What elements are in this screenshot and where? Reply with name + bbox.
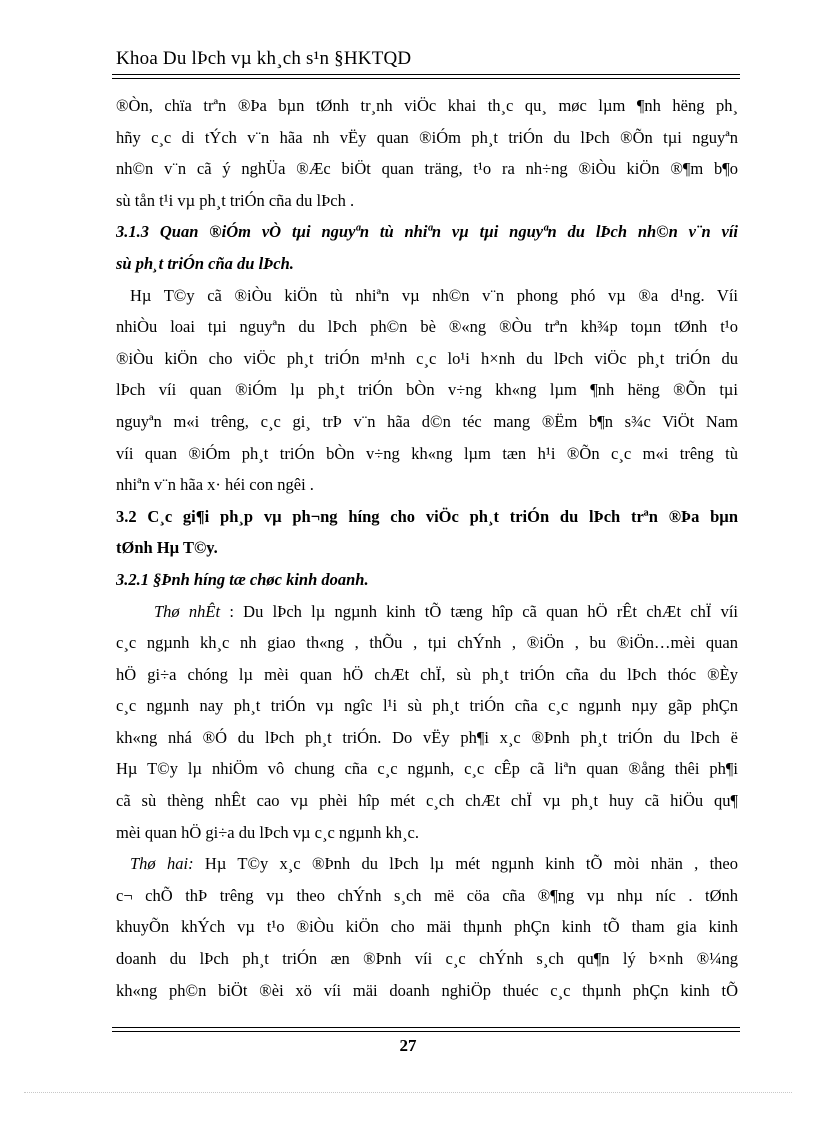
text-line: mèi quan hÖ gi÷a du lÞch vµ c¸c ngµnh kh¸c.: [116, 822, 420, 842]
text-line: tØnh Hµ T©y.: [116, 538, 218, 558]
text-line: lÞch víi quan ®iÓm lµ ph¸t triÓn bÒn v÷ng kh«ng lµm ¶nh hëng ®Õn tµi: [116, 380, 738, 400]
text-line: 3.2 C¸c gi¶i ph¸p vµ ph¬ng híng cho viÖc ph¸t triÓn du lÞch trªn ®Þa bµn: [116, 506, 738, 526]
footer-rule-bottom: [112, 1031, 740, 1032]
text-line: hÖ gi÷a chóng lµ mèi quan hÖ chÆt chÏ, sù ph¸t triÓn cña du lÞch thóc ®Èy: [116, 664, 738, 684]
text-line: nhiÒu loai tµi nguyªn du lÞch ph©n bè ®«ng ®Òu trªn kh¾p toµn tØnh t¹o: [116, 317, 738, 337]
text-line: 3.1.3 Quan ®iÓm vÒ tµi nguyªn tù nhiªn vµ tµi nguyªn du lÞch nh©n v¨n víi: [116, 222, 738, 242]
text-line: 3.2.1 §Þnh híng tæ chøc kinh doanh.: [116, 569, 369, 589]
page-number: 27: [399, 1036, 417, 1055]
paragraph-lead-rest: Hµ T©y x¸c ®Þnh du lÞch lµ mét ngµnh kinh tÕ mòi nhän , theo: [193, 854, 738, 874]
paragraph-lead-label: Thø nhÊt: [154, 601, 221, 621]
text-line: c¬ chÕ thÞ trêng vµ theo chÝnh s¸ch më cöa cña ®¶ng vµ nhµ níc . tØnh: [116, 885, 738, 905]
text-line: doanh du lÞch ph¸t triÓn æn ®Þnh víi c¸c chÝnh s¸ch qu¶n lý b×nh ®¼ng: [116, 949, 738, 969]
footer-rule-top: [112, 1027, 740, 1028]
paragraph-lead-label: Thø hai:: [130, 854, 194, 874]
text-line: cã sù thèng nhÊt cao vµ phèi hîp mét c¸ch chÆt chÏ vµ ph¸t huy cã hiÖu qu¶: [116, 791, 738, 811]
page-header-title: Khoa Du lÞch vµ kh¸ch s¹n §HKTQD: [116, 48, 412, 69]
text-line: c¸c ngµnh nay ph¸t triÓn vµ ngîc l¹i sù ph¸t triÓn cña c¸c ngµnh nµy gãp phÇn: [116, 696, 738, 716]
text-line: hñy c¸c di tÝch v¨n hãa nh vËy quan ®iÓm ph¸t triÓn du lÞch ®Õn tµi nguyªn: [116, 127, 738, 147]
text-line: víi quan ®iÓm ph¸t triÓn bÒn v÷ng kh«ng lµm tæn h¹i ®Õn c¸c m«i trêng tù: [116, 443, 738, 463]
text-line: nh©n v¨n cã ý nghÜa ®Æc biÖt quan träng, t¹o ra nh÷ng ®iÒu kiÖn ®¶m b¶o: [116, 159, 738, 179]
text-line: kh«ng nhá ®Ó du lÞch ph¸t triÓn. Do vËy ph¶i x¸c ®Þnh ph¸t triÓn du lÞch ë: [116, 727, 738, 747]
text-line: sù ph¸t triÓn cña du lÞch.: [116, 253, 294, 273]
text-line: ®Òn, chïa trªn ®Þa bµn tØnh tr¸nh viÖc khai th¸c qu¸ møc lµm ¶nh hëng ph¸: [116, 96, 738, 115]
header-rule-bottom: [112, 78, 740, 79]
text-line: ®iÒu kiÖn cho viÖc ph¸t triÓn m¹nh c¸c lo¹i h×nh du lÞch viÖc ph¸t triÓn du: [116, 348, 738, 368]
page-edge-dotted-line: [24, 1092, 792, 1093]
text-line: sù tån t¹i vµ ph¸t triÓn cña du lÞch .: [116, 190, 355, 210]
header-rule-top: [112, 74, 740, 75]
document-body: [116, 90, 738, 1006]
text-line: khuyÕn khÝch vµ t¹o ®iÒu kiÖn cho mäi thµnh phÇn kinh tÕ tham gia kinh: [116, 917, 738, 937]
text-line: [116, 596, 738, 628]
text-line: Hµ T©y cã ®iÒu kiÖn tù nhiªn vµ nh©n v¨n phong phó vµ ®a d¹ng. Víi: [130, 285, 738, 305]
text-line: nguyªn m«i trêng, c¸c gi¸ trÞ v¨n hãa d©n téc mang ®Ëm b¶n s¾c ViÖt Nam: [116, 411, 738, 431]
text-line: nhiªn v¨n hãa x· héi con ngêi .: [116, 475, 314, 495]
paragraph-lead-rest: : Du lÞch lµ ngµnh kinh tÕ tæng hîp cã quan hÖ rÊt chÆt chÏ víi: [220, 601, 738, 621]
text-line: [116, 848, 738, 880]
text-line: c¸c ngµnh kh¸c nh giao th«ng , thÕu , tµi chÝnh , ®iÖn , bu ®iÖn…mèi quan: [116, 633, 738, 653]
text-line: kh«ng ph©n biÖt ®èi xö víi mäi doanh nghiÖp thuéc c¸c thµnh phÇn kinh tÕ: [116, 980, 738, 1000]
text-line: Hµ T©y lµ nhiÖm vô chung cña c¸c ngµnh, c¸c cÊp cã liªn quan ®ång thêi ph¶i: [116, 759, 738, 779]
